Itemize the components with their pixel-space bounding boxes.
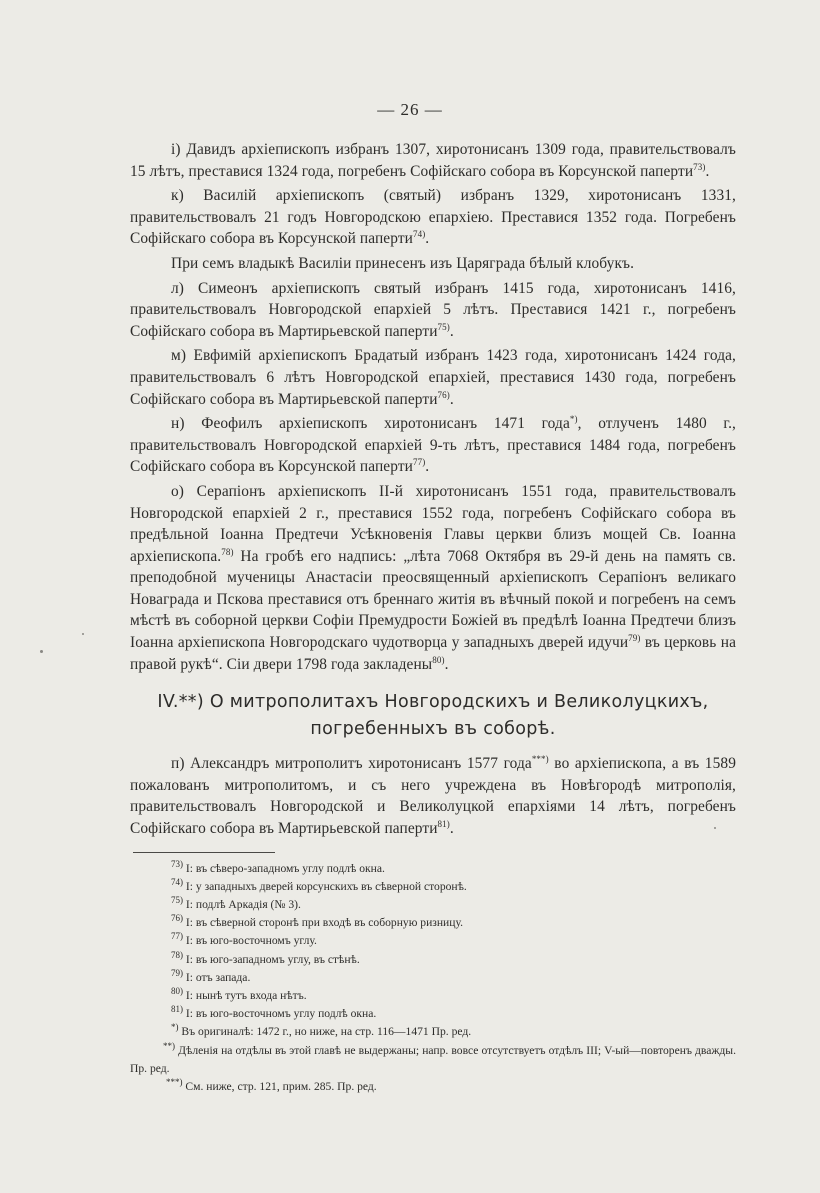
footnote-double-star: **) Дѣленія на отдѣлы въ этой главѣ не выдержаны; напр. вовсе отсутствуетъ отдѣлъ ІІІ; V-ый—повторенъ дважды. Пр. ред. bbox=[130, 1040, 736, 1075]
footnote-76: $^{76)}$ І: въ сѣверной сторонѣ при входѣ въ соборную ризницу. bbox=[171, 913, 463, 930]
footnote-ref: 75) bbox=[437, 321, 450, 332]
footnotes bbox=[130, 860, 736, 1097]
paragraph-text: п) Александръ митрополитъ хиротонисанъ 1577 года bbox=[171, 755, 532, 773]
paragraph-simeon bbox=[130, 278, 736, 343]
footnote-text: См. ниже, стр. 121, прим. 285. Пр. ред. bbox=[185, 1080, 377, 1094]
footnote-ref: 78) bbox=[221, 546, 234, 557]
paragraph-evfimy bbox=[130, 345, 736, 410]
paper-speck bbox=[714, 827, 716, 829]
paragraph-klobuk bbox=[130, 253, 736, 275]
paragraph-tail: . bbox=[449, 820, 454, 838]
footnote-ref: 81) bbox=[437, 818, 450, 829]
paragraph-text: к) Василій архіепископъ (святый) избранъ 1329, хиротонисанъ 1331, правительствовалъ 21 годъ Новгородскою епархіею. Преставися 1352 года. Погребенъ Софійскаго собора въ Корсунской паперти bbox=[130, 187, 736, 248]
paper-speck bbox=[82, 633, 84, 635]
footnote-77: $^{77)}$ І: въ юго-восточномъ углу. bbox=[171, 931, 317, 948]
paragraph-text: о) Серапіонъ архіепископъ ІІ-й хиротонисанъ 1551 года, правительствовалъ Новгородской епархіей 2 г., преставися 1552 года, погребенъ Софійскаго собора въ предѣльной Іоанна Предтечи Усѣкновенія Главы церкви близъ мощей Св. Іоанна архіепископа. bbox=[130, 482, 736, 565]
footnote-ref: 76) bbox=[437, 389, 450, 400]
paragraph-text: н) Феофилъ архіепископъ хиротонисанъ 1471 года bbox=[171, 415, 570, 433]
paragraph-serapion bbox=[130, 481, 736, 675]
paragraph-text: При семъ владыкѣ Василіи принесенъ изъ Царяграда бѣлый клобукъ. bbox=[171, 254, 635, 272]
paragraph-david bbox=[130, 139, 736, 182]
section-heading-line2: погребенныхъ въ соборѣ. bbox=[310, 719, 556, 740]
footnote-ref: 80) bbox=[432, 654, 445, 665]
paragraph-vasily bbox=[130, 185, 736, 250]
footnote-text: І: въ юго-восточномъ углу. bbox=[185, 934, 317, 948]
section-heading bbox=[130, 689, 736, 743]
footnote-text: І: въ сѣверо-западномъ углу подлѣ окна. bbox=[185, 861, 385, 875]
footnote-text: І: отъ запада. bbox=[185, 970, 251, 984]
paragraph-alexander bbox=[130, 753, 736, 839]
paragraph-text: л) Симеонъ архіепископъ святый избранъ 1415 года, хиротонисанъ 1416, правительствовалъ Новгородской епархіей 5 лѣтъ. Преставися 1421 г., погребенъ Софійскаго собора въ Мартирьевской паперти bbox=[130, 279, 736, 340]
paragraph-tail: . bbox=[425, 230, 430, 248]
footnote-text: І: въ сѣверной сторонѣ при входѣ въ соборную ризницу. bbox=[185, 916, 463, 930]
footnote-star: *) Въ оригиналѣ: 1472 г., но ниже, на стр. 116—1471 Пр. ред. bbox=[171, 1022, 472, 1039]
paragraph-tail: во архіепископа, а въ 1589 пожалованъ митрополитомъ, и съ него учреждена въ Новѣгородѣ митрополія, правительствовалъ Новгородской и Великолуцкой епархіями 14 лѣтъ, погребенъ Софійскаго собора въ Мартирьевской паперти bbox=[130, 755, 736, 838]
paragraph-tail: На гробѣ его надпись: „лѣта 7068 Октября въ 29-й день на память св. преподобной мученицы Анастасіи преосвященный архіепископъ Серапіонъ великаго Новаграда и Пскова преставися отъ бреннаго житія въ вѣчный покой и погребенъ на семъ мѣстѣ въ соборной церкви Софіи Премудрости Божіей въ предѣлѣ Іоанна Предтечи близъ Іоанна архіепископа Новгородскаго чудотворца у западныхъ дверей идучи bbox=[130, 547, 736, 652]
footnote-text: І: у западныхъ дверей корсунскихъ въ сѣверной сторонѣ. bbox=[185, 879, 467, 893]
paragraph-tail: . bbox=[449, 390, 454, 408]
footnote-text: І: нынѣ тутъ входа нѣтъ. bbox=[185, 989, 307, 1003]
footnote-ref: 77) bbox=[412, 457, 426, 468]
paragraph-tail: . bbox=[705, 162, 710, 180]
footnote-ref: *) bbox=[569, 414, 578, 424]
footnote-text: Въ оригиналѣ: 1472 г., но ниже, на стр. 116—1471 Пр. ред. bbox=[181, 1025, 472, 1039]
paragraph-text: м) Евфимій архіепископъ Брадатый избранъ 1423 года, хиротонисанъ 1424 года, правительствовалъ 6 лѣтъ Новгородской епархіей, преставися 1430 года, погребенъ Софійскаго собора въ Мартирьевской паперти bbox=[130, 347, 736, 408]
footnote-78: $^{78)}$ І: въ юго-западномъ углу, въ стѣнѣ. bbox=[171, 949, 360, 966]
paragraph-feofil bbox=[130, 413, 736, 478]
footnote-text: І: въ юго-восточномъ углу подлѣ окна. bbox=[185, 1007, 377, 1021]
footnote-text: І: подлѣ Аркадія (№ 3). bbox=[185, 898, 301, 912]
footnote-81: $^{81)}$ І: въ юго-восточномъ углу подлѣ окна. bbox=[171, 1004, 377, 1021]
paragraph-tail: . bbox=[449, 322, 454, 340]
paragraph-tail: , отлученъ 1480 г., правительствовалъ Новгородской епархіей 9-ть лѣтъ, преставися 1484 года, погребенъ Софійскаго собора въ Корсунской паперти bbox=[130, 415, 736, 476]
paper-speck bbox=[40, 650, 43, 653]
paragraph-tail: . bbox=[444, 655, 449, 673]
footnote-ref: 73) bbox=[693, 161, 706, 172]
footnote-ref: ***) bbox=[531, 754, 549, 765]
footnote-80: $^{80)}$ І: нынѣ тутъ входа нѣтъ. bbox=[171, 986, 307, 1003]
footnote-text: Дѣленія на отдѣлы въ этой главѣ не выдержаны; напр. вовсе отсутствуетъ отдѣлъ ІІІ; V-ый—повторенъ дважды. Пр. ред. bbox=[130, 1043, 736, 1075]
footnote-triple-star: ***) См. ниже, стр. 121, прим. 285. Пр. ред. bbox=[166, 1077, 377, 1094]
page-number: — 26 — bbox=[377, 100, 443, 119]
paragraph-text: і) Давидъ архіепископъ избранъ 1307, хиротонисанъ 1309 года, правительствовалъ 15 лѣтъ, преставися 1324 года, погребенъ Софійскаго собора въ Корсунской паперти bbox=[130, 141, 736, 180]
paragraph-tail: . bbox=[425, 458, 430, 476]
footnote-ref: 74) bbox=[412, 229, 426, 240]
footnote-73: $^{73)}$ І: въ сѣверо-западномъ углу подлѣ окна. bbox=[171, 858, 385, 875]
paragraph-tail: въ церковь на правой рукѣ“. Сіи двери 1798 года закладены bbox=[130, 634, 736, 673]
footnote-79: $^{79)}$ І: отъ запада. bbox=[171, 967, 251, 984]
body-text bbox=[130, 139, 736, 1096]
footnote-divider bbox=[133, 852, 275, 853]
footnote-74: $^{74)}$ І: у западныхъ дверей корсунскихъ въ сѣверной сторонѣ. bbox=[171, 876, 467, 893]
section-heading-line1: IV.**) О митрополитахъ Новгородскихъ и Великолуцкихъ, bbox=[157, 692, 709, 713]
footnote-text: І: въ юго-западномъ углу, въ стѣнѣ. bbox=[185, 952, 360, 966]
footnote-ref: 79) bbox=[628, 632, 641, 643]
footnote-75: $^{75)}$ І: подлѣ Аркадія (№ 3). bbox=[171, 895, 301, 912]
